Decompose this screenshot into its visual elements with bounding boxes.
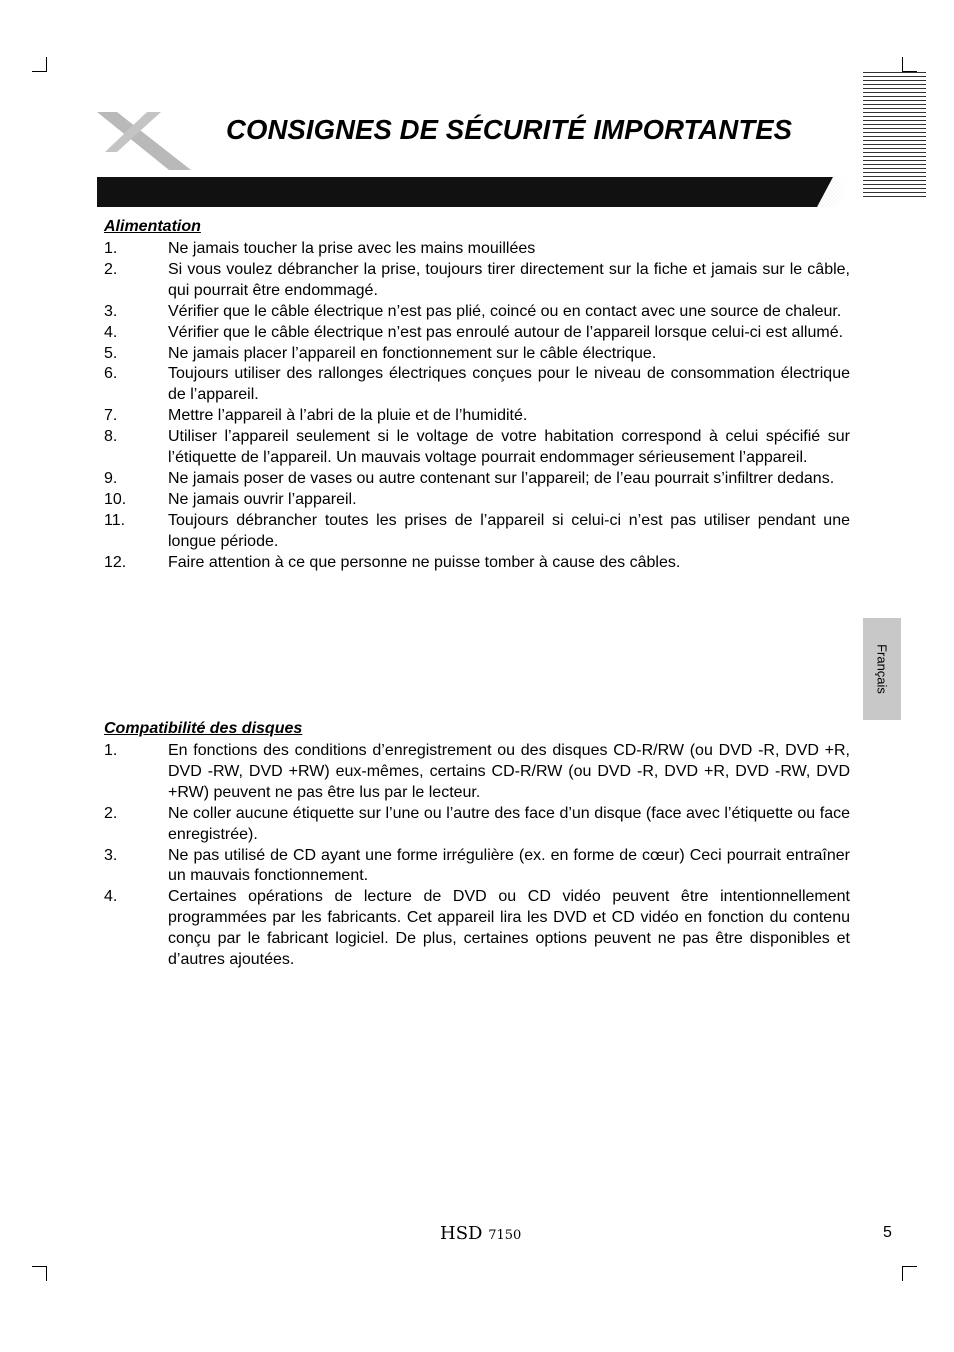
list-item [104, 887, 850, 971]
page-number: 5 [883, 1224, 892, 1241]
item-number: 1. [104, 742, 118, 759]
section-heading-alimentation: Alimentation [104, 218, 201, 235]
item-text: Si vous voulez débrancher la prise, toujours tirer directement sur la fiche et jamais sur le câble, qui pourrait être endommagé. [168, 260, 850, 299]
list-item [104, 344, 850, 365]
header-bar [97, 177, 852, 207]
item-number: 2. [104, 804, 118, 822]
crop-mark-top-left [32, 57, 47, 72]
item-text: Utiliser l’appareil seulement si le voltage de votre habitation correspond à celui spécifié sur l’étiquette de l’appareil. Un mauvais voltage pourrait endommager sérieusement l’appareil. [168, 428, 850, 467]
item-text: Ne jamais ouvrir l’appareil. [168, 490, 357, 508]
model-name [440, 1223, 521, 1244]
item-text: Ne jamais poser de vases ou autre contenant sur l’appareil; de l’eau pourrait s’infiltrer dedans. [168, 469, 835, 487]
item-text: Ne jamais placer l’appareil en fonctionnement sur le câble électrique. [168, 344, 657, 362]
item-text: En fonctions des conditions d’enregistrement ou des disques CD-R/RW (ou DVD -R, DVD +R, DVD -RW, DVD +RW) eux-mêmes, certains CD-R/RW (ou DVD -R, DVD +R, DVD -RW, DVD +RW) peuvent ne pas être lus par le lecteur. [168, 742, 850, 801]
item-number: 10. [104, 490, 127, 508]
list-item [104, 427, 850, 469]
alimentation-list [104, 239, 850, 574]
language-tab [863, 618, 901, 720]
item-number: 6. [104, 365, 118, 383]
list-item [104, 260, 850, 302]
item-number: 3. [104, 846, 118, 864]
list-item [104, 302, 850, 323]
item-number: 7. [104, 407, 118, 425]
item-text: Ne jamais toucher la prise avec les mains mouillées [168, 240, 536, 257]
language-label: Français [874, 644, 890, 694]
list-item [104, 741, 850, 804]
item-number: 3. [104, 302, 118, 320]
item-number: 12. [104, 553, 127, 571]
item-number: 8. [104, 428, 118, 446]
item-number: 4. [104, 323, 118, 341]
item-number: 11. [104, 511, 126, 529]
model-number: 7150 [488, 1228, 522, 1243]
list-item [104, 490, 850, 511]
list-item [104, 469, 850, 490]
list-item [104, 239, 850, 260]
list-item [104, 846, 850, 888]
item-number: 2. [104, 260, 118, 278]
list-item [104, 323, 850, 344]
decorative-stripes [863, 72, 926, 200]
section-heading-compatibilite: Compatibilité des disques [104, 720, 303, 737]
item-text: Ne pas utilisé de CD ayant une forme irrégulière (ex. en forme de cœur) Ceci pourrait entraîner un mauvais fonctionnement. [168, 846, 850, 885]
crop-mark-bottom-right [902, 1266, 917, 1281]
crop-mark-bottom-left [32, 1266, 47, 1281]
item-number: 4. [104, 888, 118, 906]
list-item [104, 406, 850, 427]
item-text: Faire attention à ce que personne ne puisse tomber à cause des câbles. [168, 553, 681, 571]
x-logo-icon [95, 108, 193, 172]
list-item [104, 804, 850, 846]
page-title: CONSIGNES DE SÉCURITÉ IMPORTANTES [226, 114, 793, 145]
item-number: 9. [104, 469, 118, 487]
item-text: Ne coller aucune étiquette sur l’une ou l’autre des face d’un disque (face avec l’étiquette ou face enregistrée). [168, 804, 850, 843]
list-item [104, 364, 850, 406]
item-number: 1. [104, 240, 118, 257]
compatibilite-list [104, 741, 850, 971]
list-item [104, 511, 850, 553]
item-text: Vérifier que le câble électrique n’est pas plié, coincé ou en contact avec une source de chaleur. [168, 302, 842, 320]
item-text: Certaines opérations de lecture de DVD ou CD vidéo peuvent être intentionnellement programmées par les fabricants. Cet appareil lira les DVD et CD vidéo en fonction du contenu conçu par le fabricant logiciel. De plus, certaines options peuvent ne pas être disponibles et d’autres ajoutées. [168, 888, 850, 969]
crop-mark-top-right [902, 57, 917, 72]
item-text: Mettre l’appareil à l’abri de la pluie et de l’humidité. [168, 407, 528, 425]
item-text: Vérifier que le câble électrique n’est pas enroulé autour de l’appareil lorsque celui-ci est allumé. [168, 323, 844, 341]
model-prefix: HSD [440, 1223, 483, 1244]
item-text: Toujours débrancher toutes les prises de l’appareil si celui-ci n’est pas utiliser pendant une longue période. [168, 511, 850, 550]
item-number: 5. [104, 344, 118, 362]
item-text: Toujours utiliser des rallonges électriques conçues pour le niveau de consommation électrique de l’appareil. [168, 365, 850, 404]
list-item [104, 553, 850, 574]
